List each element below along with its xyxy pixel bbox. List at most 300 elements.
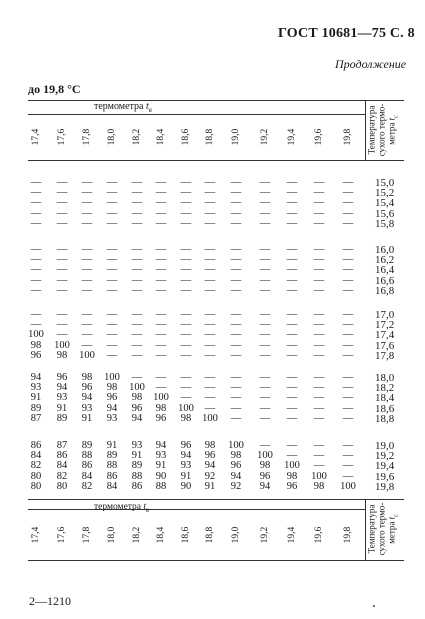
table-cell: — <box>313 264 325 275</box>
top-col-header: 19,2 <box>260 128 270 146</box>
table-cell: — <box>259 403 271 414</box>
table-cell: — <box>259 440 271 451</box>
table-cell: — <box>313 440 325 451</box>
table-cell: — <box>286 309 298 320</box>
table-cell: — <box>313 254 325 265</box>
table-cell: — <box>259 275 271 286</box>
table-cell: — <box>230 218 242 229</box>
table-cell: — <box>131 275 143 286</box>
table-cell: — <box>342 197 354 208</box>
table-cell: 82 <box>30 460 42 471</box>
table-cell: 98 <box>106 382 118 393</box>
top-col-header: 17,8 <box>82 128 92 146</box>
table-cell: 100 <box>153 392 169 403</box>
table-cell: — <box>56 218 68 229</box>
table-cell: — <box>259 329 271 340</box>
table-cell: — <box>313 275 325 286</box>
table-cell: — <box>106 329 118 340</box>
continuation-label: Продолжение <box>335 57 407 71</box>
table-cell: 96 <box>155 413 167 424</box>
table-cell: — <box>131 319 143 330</box>
table-cell: 100 <box>178 403 194 414</box>
bottom-group-label: термометра $t_в$ <box>94 502 150 514</box>
table-cell: 100 <box>257 450 273 461</box>
table-cell: — <box>81 340 93 351</box>
bottom-col-header: 18,8 <box>205 526 215 544</box>
table-cell: — <box>230 403 242 414</box>
table-cell: — <box>230 244 242 255</box>
top-col-header: 17,6 <box>57 128 67 146</box>
table-cell: — <box>81 264 93 275</box>
table-cell: — <box>81 177 93 188</box>
table-cell: 91 <box>30 392 42 403</box>
page-code: 2—1210 <box>29 594 71 608</box>
table-cell: — <box>313 177 325 188</box>
bottom-side-label: Температура сухого термо- метра $t_с$ <box>366 502 400 556</box>
table-cell: — <box>180 187 192 198</box>
table-cell: — <box>56 244 68 255</box>
table-cell: — <box>155 382 167 393</box>
table-cell: — <box>286 197 298 208</box>
table-cell: — <box>313 382 325 393</box>
table-cell: — <box>204 403 216 414</box>
table-cell: 84 <box>30 450 42 461</box>
table-cell: — <box>155 275 167 286</box>
table-cell: — <box>230 372 242 383</box>
table-cell: — <box>106 285 118 296</box>
bottom-col-header: 19,4 <box>287 526 297 544</box>
table-cell: — <box>180 275 192 286</box>
table-cell: 100 <box>79 350 95 361</box>
table-cell: — <box>106 254 118 265</box>
bottom-col-header: 19,0 <box>231 526 241 544</box>
table-cell: — <box>131 285 143 296</box>
table-cell: — <box>342 254 354 265</box>
table-cell: — <box>131 264 143 275</box>
table-cell: — <box>230 340 242 351</box>
table-cell: 88 <box>81 450 93 461</box>
table-cell: — <box>131 329 143 340</box>
table-cell: 96 <box>286 481 298 492</box>
table-cell: 93 <box>81 403 93 414</box>
table-cell: — <box>259 197 271 208</box>
table-cell: — <box>106 244 118 255</box>
table-cell: 94 <box>155 440 167 451</box>
table-cell: — <box>56 285 68 296</box>
dry-temp-value: 18,8 <box>375 413 395 425</box>
table-cell: — <box>81 309 93 320</box>
table-cell: — <box>286 244 298 255</box>
table-cell: — <box>131 197 143 208</box>
table-cell: — <box>180 254 192 265</box>
table-cell: 96 <box>204 450 216 461</box>
table-cell: — <box>106 275 118 286</box>
dry-temp-value: 16,6 <box>375 275 395 287</box>
table-cell: — <box>313 197 325 208</box>
table-cell: — <box>204 372 216 383</box>
table-cell: — <box>106 208 118 219</box>
table-cell: — <box>155 177 167 188</box>
table-cell: — <box>30 264 42 275</box>
table-cell: 92 <box>230 481 242 492</box>
table-cell: 96 <box>106 392 118 403</box>
table-cell: — <box>313 392 325 403</box>
table-cell: — <box>180 197 192 208</box>
table-cell: — <box>180 319 192 330</box>
table-cell: — <box>180 329 192 340</box>
table-cell: — <box>56 275 68 286</box>
table-cell: — <box>342 264 354 275</box>
table-cell: 94 <box>131 413 143 424</box>
table-cell: — <box>313 460 325 471</box>
table-cell: 80 <box>56 481 68 492</box>
table-cell: — <box>106 177 118 188</box>
table-cell: — <box>230 329 242 340</box>
table-cell: 88 <box>131 471 143 482</box>
bottom-col-header: 17,6 <box>57 526 67 544</box>
top-col-header: 18,0 <box>107 128 117 146</box>
table-cell: — <box>81 187 93 198</box>
table-cell: 94 <box>259 481 271 492</box>
bottom-col-header: 18,0 <box>107 526 117 544</box>
table-cell: 87 <box>56 440 68 451</box>
table-cell: — <box>230 177 242 188</box>
top-col-header: 19,8 <box>343 128 353 146</box>
table-cell: — <box>81 329 93 340</box>
table-cell: 100 <box>54 340 70 351</box>
dry-temp-value: 18,2 <box>375 382 395 394</box>
table-cell: — <box>342 340 354 351</box>
table-cell: — <box>230 319 242 330</box>
table-cell: — <box>286 329 298 340</box>
table-cell: — <box>286 254 298 265</box>
table-cell: — <box>131 218 143 229</box>
table-cell: — <box>286 413 298 424</box>
table-cell: 98 <box>313 481 325 492</box>
table-cell: — <box>286 208 298 219</box>
table-cell: — <box>56 197 68 208</box>
table-cell: — <box>106 340 118 351</box>
table-cell: 93 <box>30 382 42 393</box>
table-cell: 89 <box>131 460 143 471</box>
table-cell: — <box>286 340 298 351</box>
table-cell: — <box>30 275 42 286</box>
table-cell: 84 <box>81 471 93 482</box>
dry-temp-value: 18,0 <box>375 372 395 384</box>
dry-temp-value: 16,8 <box>375 285 395 297</box>
table-cell: 100 <box>340 481 356 492</box>
table-cell: — <box>259 285 271 296</box>
table-cell: 93 <box>180 460 192 471</box>
table-cell: — <box>342 440 354 451</box>
table-cell: — <box>342 244 354 255</box>
table-cell: — <box>230 275 242 286</box>
table-cell: 100 <box>228 440 244 451</box>
table-cell: 82 <box>81 481 93 492</box>
table-cell: 94 <box>30 372 42 383</box>
table-cell: 96 <box>81 382 93 393</box>
table-cell: — <box>155 319 167 330</box>
table-cell: 89 <box>30 403 42 414</box>
table-cell: — <box>56 264 68 275</box>
table-cell: — <box>81 319 93 330</box>
table-cell: — <box>313 309 325 320</box>
header-title: ГОСТ 10681—75 С. 8 <box>278 26 415 41</box>
table-cell: — <box>204 319 216 330</box>
table-cell: — <box>30 197 42 208</box>
page-mark <box>373 605 375 607</box>
table-cell: — <box>131 187 143 198</box>
table-cell: 91 <box>204 481 216 492</box>
table-cell: — <box>56 187 68 198</box>
table-cell: — <box>342 218 354 229</box>
table-cell: — <box>131 254 143 265</box>
table-cell: — <box>155 309 167 320</box>
table-cell: 84 <box>106 481 118 492</box>
table-cell: — <box>81 254 93 265</box>
top-col-header: 19,6 <box>314 128 324 146</box>
table-cell: — <box>131 309 143 320</box>
table-cell: — <box>342 285 354 296</box>
table-cell: — <box>30 285 42 296</box>
table-cell: — <box>259 264 271 275</box>
table-cell: — <box>155 340 167 351</box>
table-cell: 80 <box>30 471 42 482</box>
table-cell: — <box>342 350 354 361</box>
top-col-header: 19,4 <box>287 128 297 146</box>
table-cell: — <box>81 197 93 208</box>
table-cell: — <box>342 208 354 219</box>
table-cell: — <box>230 254 242 265</box>
table-cell: 98 <box>180 413 192 424</box>
table-cell: — <box>204 285 216 296</box>
bottom-col-header: 18,2 <box>132 526 142 544</box>
table-cell: — <box>230 309 242 320</box>
table-cell: — <box>342 460 354 471</box>
table-cell: 96 <box>180 440 192 451</box>
top-col-header: 18,4 <box>156 128 166 146</box>
table-cell: — <box>313 208 325 219</box>
table-cell: 91 <box>81 413 93 424</box>
table-cell: — <box>259 177 271 188</box>
bottom-col-header: 19,6 <box>314 526 324 544</box>
table-cell: — <box>155 197 167 208</box>
table-cell: 94 <box>230 471 242 482</box>
table-cell: 100 <box>28 329 44 340</box>
table-cell: 91 <box>155 460 167 471</box>
dry-temp-value: 17,6 <box>375 340 395 352</box>
dry-temp-value: 17,2 <box>375 319 395 331</box>
table-cell: 93 <box>106 413 118 424</box>
table-cell: — <box>259 187 271 198</box>
table-cell: — <box>131 208 143 219</box>
table-cell: — <box>313 350 325 361</box>
table-cell: 96 <box>131 403 143 414</box>
table-cell: — <box>259 382 271 393</box>
table-cell: — <box>286 403 298 414</box>
table-cell: 94 <box>56 382 68 393</box>
table-cell: — <box>259 350 271 361</box>
table-cell: — <box>180 392 192 403</box>
dry-temp-value: 15,6 <box>375 208 395 220</box>
dry-temp-value: 18,6 <box>375 403 395 415</box>
table-cell: — <box>204 329 216 340</box>
table-cell: 94 <box>204 460 216 471</box>
table-cell: — <box>313 187 325 198</box>
table-cell: — <box>230 392 242 403</box>
table-cell: — <box>81 218 93 229</box>
dry-temp-value: 16,2 <box>375 254 395 266</box>
table-cell: 98 <box>204 440 216 451</box>
table-cell: — <box>30 244 42 255</box>
table-cell: — <box>204 264 216 275</box>
table-cell: 100 <box>202 413 218 424</box>
table-cell: — <box>342 187 354 198</box>
table-cell: — <box>313 450 325 461</box>
table-cell: — <box>342 275 354 286</box>
table-cell: — <box>286 264 298 275</box>
table-cell: 90 <box>155 471 167 482</box>
table-cell: — <box>230 187 242 198</box>
table-cell: — <box>30 187 42 198</box>
dry-temp-value: 15,8 <box>375 218 395 230</box>
table-cell: — <box>30 319 42 330</box>
table-cell: — <box>259 340 271 351</box>
table-cell: — <box>180 208 192 219</box>
table-cell: 87 <box>30 413 42 424</box>
table-cell: 98 <box>56 350 68 361</box>
table-cell: — <box>342 309 354 320</box>
table-cell: — <box>204 350 216 361</box>
table-cell: — <box>230 197 242 208</box>
table-cell: — <box>155 285 167 296</box>
table-cell: — <box>155 350 167 361</box>
table-cell: 89 <box>81 440 93 451</box>
bottom-col-header: 17,4 <box>31 526 41 544</box>
table-cell: — <box>230 382 242 393</box>
dry-temp-value: 18,4 <box>375 392 395 404</box>
table-cell: — <box>204 177 216 188</box>
table-cell: — <box>155 264 167 275</box>
table-cell: — <box>155 254 167 265</box>
table-cell: — <box>56 254 68 265</box>
table-cell: — <box>30 218 42 229</box>
table-cell: 88 <box>106 460 118 471</box>
table-cell: — <box>286 187 298 198</box>
table-cell: — <box>180 285 192 296</box>
table-cell: — <box>56 319 68 330</box>
table-cell: — <box>313 372 325 383</box>
bottom-col-header: 17,8 <box>82 526 92 544</box>
table-cell: — <box>155 244 167 255</box>
table-cell: — <box>286 382 298 393</box>
table-cell: 88 <box>155 481 167 492</box>
table-cell: — <box>342 413 354 424</box>
table-cell: — <box>286 392 298 403</box>
table-cell: 89 <box>56 413 68 424</box>
dry-temp-value: 15,4 <box>375 197 395 209</box>
table-cell: 98 <box>81 372 93 383</box>
table-cell: — <box>56 309 68 320</box>
table-cell: — <box>131 244 143 255</box>
table-cell: 98 <box>155 403 167 414</box>
table-cell: 86 <box>106 471 118 482</box>
table-cell: 98 <box>30 340 42 351</box>
table-cell: 98 <box>131 392 143 403</box>
table-cell: — <box>259 392 271 403</box>
table-cell: — <box>204 208 216 219</box>
table-cell: — <box>180 350 192 361</box>
table-cell: — <box>230 264 242 275</box>
table-cell: 90 <box>180 481 192 492</box>
table-cell: — <box>106 350 118 361</box>
table-cell: — <box>230 208 242 219</box>
bottom-col-header: 19,2 <box>260 526 270 544</box>
table-cell: 91 <box>131 450 143 461</box>
table-cell: — <box>204 309 216 320</box>
table-cell: — <box>259 244 271 255</box>
table-cell: — <box>313 244 325 255</box>
table-cell: 100 <box>311 471 327 482</box>
table-cell: — <box>30 208 42 219</box>
table-cell: — <box>230 413 242 424</box>
table-cell: — <box>30 177 42 188</box>
table-cell: — <box>81 244 93 255</box>
table-cell: — <box>204 392 216 403</box>
table-cell: 93 <box>155 450 167 461</box>
dry-temp-value: 16,0 <box>375 244 395 256</box>
table-cell: — <box>342 329 354 340</box>
table-cell: — <box>30 309 42 320</box>
table-cell: 100 <box>129 382 145 393</box>
table-cell: — <box>259 319 271 330</box>
table-cell: — <box>313 319 325 330</box>
table-cell: — <box>131 340 143 351</box>
table-cell: — <box>131 177 143 188</box>
table-cell: — <box>342 319 354 330</box>
table-cell: — <box>286 319 298 330</box>
bottom-col-header: 19,8 <box>343 526 353 544</box>
table-cell: 93 <box>56 392 68 403</box>
table-cell: — <box>313 340 325 351</box>
bottom-col-header: 18,6 <box>181 526 191 544</box>
table-cell: — <box>313 413 325 424</box>
table-cell: 92 <box>204 471 216 482</box>
table-cell: — <box>180 382 192 393</box>
table-cell: — <box>230 350 242 361</box>
table-cell: — <box>106 319 118 330</box>
table-cell: 98 <box>230 450 242 461</box>
table-cell: — <box>259 372 271 383</box>
table-cell: — <box>131 372 143 383</box>
top-col-header: 17,4 <box>31 128 41 146</box>
table-cell: — <box>56 177 68 188</box>
dry-temp-value: 17,4 <box>375 329 395 341</box>
table-cell: — <box>204 197 216 208</box>
dry-temp-value: 19,4 <box>375 460 395 472</box>
table-cell: — <box>81 275 93 286</box>
table-cell: 86 <box>30 440 42 451</box>
top-col-header: 19,0 <box>231 128 241 146</box>
table-cell: — <box>259 309 271 320</box>
table-cell: 84 <box>56 460 68 471</box>
table-cell: — <box>180 372 192 383</box>
dry-temp-value: 19,2 <box>375 450 395 462</box>
table-cell: — <box>313 218 325 229</box>
table-cell: — <box>286 372 298 383</box>
table-cell: — <box>313 403 325 414</box>
table-cell: — <box>180 340 192 351</box>
